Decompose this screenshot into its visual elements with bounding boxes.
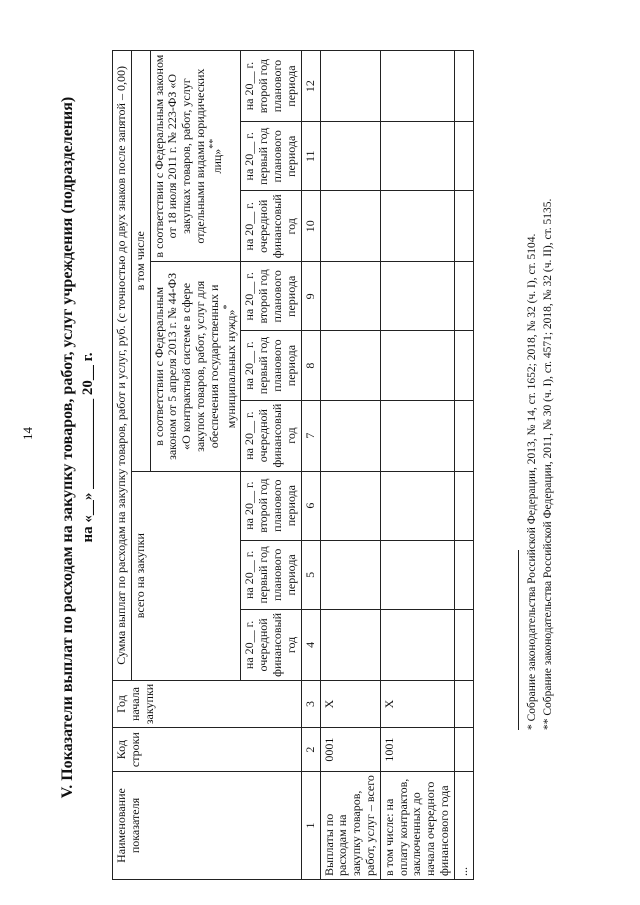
row-year <box>454 680 473 727</box>
table-row <box>320 51 380 880</box>
footnotes <box>518 50 556 730</box>
col-number: 7 <box>301 400 320 471</box>
col-number: 10 <box>301 191 320 262</box>
row-cell[interactable] <box>320 122 380 191</box>
header-223fz-text: в соответствии с Федеральным законом от 18 июля 2011 г. № 223-ФЗ «О закупках товаров, работ, услуг отдельными видами юридических лиц» <box>151 54 224 258</box>
row-cell[interactable] <box>320 400 380 471</box>
col-number: 6 <box>301 471 320 540</box>
sub-first: на 20__ г. первый год планового периода <box>241 331 301 400</box>
row-cell[interactable] <box>380 400 454 471</box>
row-name: ... <box>454 772 473 880</box>
row-cell[interactable] <box>454 471 473 540</box>
header-code: Код строки <box>113 728 302 772</box>
rotated-content <box>48 15 608 880</box>
header-sum: Сумма выплат по расходам на закупку товаров, работ и услуг, руб. (с точностью до двух знаков после запятой – 0,00) <box>113 51 132 681</box>
row-cell[interactable] <box>320 540 380 609</box>
header-223fz <box>150 51 241 262</box>
row-cell[interactable] <box>380 331 454 400</box>
sub-first: на 20__ г. первый год планового периода <box>241 540 301 609</box>
sub-current: на 20__ г. очередной финансовый год <box>241 609 301 680</box>
page-subtitle: на «__» ____________ 20__ г. <box>80 352 96 543</box>
col-number: 5 <box>301 540 320 609</box>
col-number: 9 <box>301 262 320 331</box>
page-number: 14 <box>20 427 35 440</box>
col-number: 11 <box>301 122 320 191</box>
header-year: Год начала закупки <box>113 680 302 727</box>
row-code: 0001 <box>320 728 380 772</box>
row-cell[interactable] <box>320 262 380 331</box>
col-number: 2 <box>301 728 320 772</box>
footnote-2: ** Собрание законодательства Российской Федерации, 2011, № 30 (ч. I), ст. 4571; 2018, № 32 (ч. II), ст. 5135. <box>541 198 554 730</box>
row-cell[interactable] <box>380 540 454 609</box>
row-cell[interactable] <box>380 122 454 191</box>
row-cell[interactable] <box>454 191 473 262</box>
col-number: 3 <box>301 680 320 727</box>
table-row <box>380 51 454 880</box>
col-number: 4 <box>301 609 320 680</box>
header-incl: в том числе <box>131 51 150 472</box>
footnote-1: * Собрание законодательства Российской Федерации, 2013, № 14, ст. 1652; 2018, № 32 (ч. I), ст. 5104. <box>526 233 538 730</box>
header-name: Наименование показателя <box>113 772 302 880</box>
row-code <box>454 728 473 772</box>
header-row-1 <box>113 51 132 880</box>
row-year: X <box>320 680 380 727</box>
row-cell[interactable] <box>320 609 380 680</box>
header-44fz-text: в соответствии с Федеральным законом от 5 апреля 2013 г. № 44-ФЗ «О контрактной системе в сфере закупок товаров, работ, услуг для обеспечения государственных и муниципальных нужд» <box>151 272 238 460</box>
row-name: в том числе: на оплату контрактов, заключенных до начала очередного финансового года <box>380 772 454 880</box>
footnote-rule <box>518 550 519 730</box>
row-cell[interactable] <box>320 191 380 262</box>
sub-first: на 20__ г. первый год планового периода <box>241 122 301 191</box>
row-cell[interactable] <box>454 331 473 400</box>
row-cell[interactable] <box>454 400 473 471</box>
col-number: 8 <box>301 331 320 400</box>
col-number: 12 <box>301 51 320 122</box>
row-cell[interactable] <box>454 122 473 191</box>
purchase-payments-table <box>112 50 474 880</box>
header-223fz-mark: ** <box>207 138 219 149</box>
row-cell[interactable] <box>380 262 454 331</box>
row-cell[interactable] <box>454 262 473 331</box>
sub-second: на 20__ г. второй год планового периода <box>241 262 301 331</box>
table-row <box>454 51 473 880</box>
row-cell[interactable] <box>320 51 380 122</box>
row-cell[interactable] <box>380 51 454 122</box>
column-numbers-row <box>301 51 320 880</box>
row-year: X <box>380 680 454 727</box>
header-44fz <box>150 262 241 471</box>
row-cell[interactable] <box>454 540 473 609</box>
row-name: Выплаты по расходам на закупку товаров, работ, услуг – всего <box>320 772 380 880</box>
sub-second: на 20__ г. второй год планового периода <box>241 471 301 540</box>
row-cell[interactable] <box>454 609 473 680</box>
col-number: 1 <box>301 772 320 880</box>
row-cell[interactable] <box>320 331 380 400</box>
row-cell[interactable] <box>320 471 380 540</box>
row-cell[interactable] <box>454 51 473 122</box>
row-cell[interactable] <box>380 471 454 540</box>
row-code: 1001 <box>380 728 454 772</box>
row-cell[interactable] <box>380 191 454 262</box>
sub-second: на 20__ г. второй год планового периода <box>241 51 301 122</box>
header-44fz-mark: * <box>221 304 233 310</box>
sub-current: на 20__ г. очередной финансовый год <box>241 191 301 262</box>
sub-current: на 20__ г. очередной финансовый год <box>241 400 301 471</box>
page-title: V. Показатели выплат по расходам на закупку товаров, работ, услуг учреждения (подразделения) <box>59 96 76 799</box>
row-cell[interactable] <box>380 609 454 680</box>
header-total: всего на закупки <box>131 471 241 680</box>
